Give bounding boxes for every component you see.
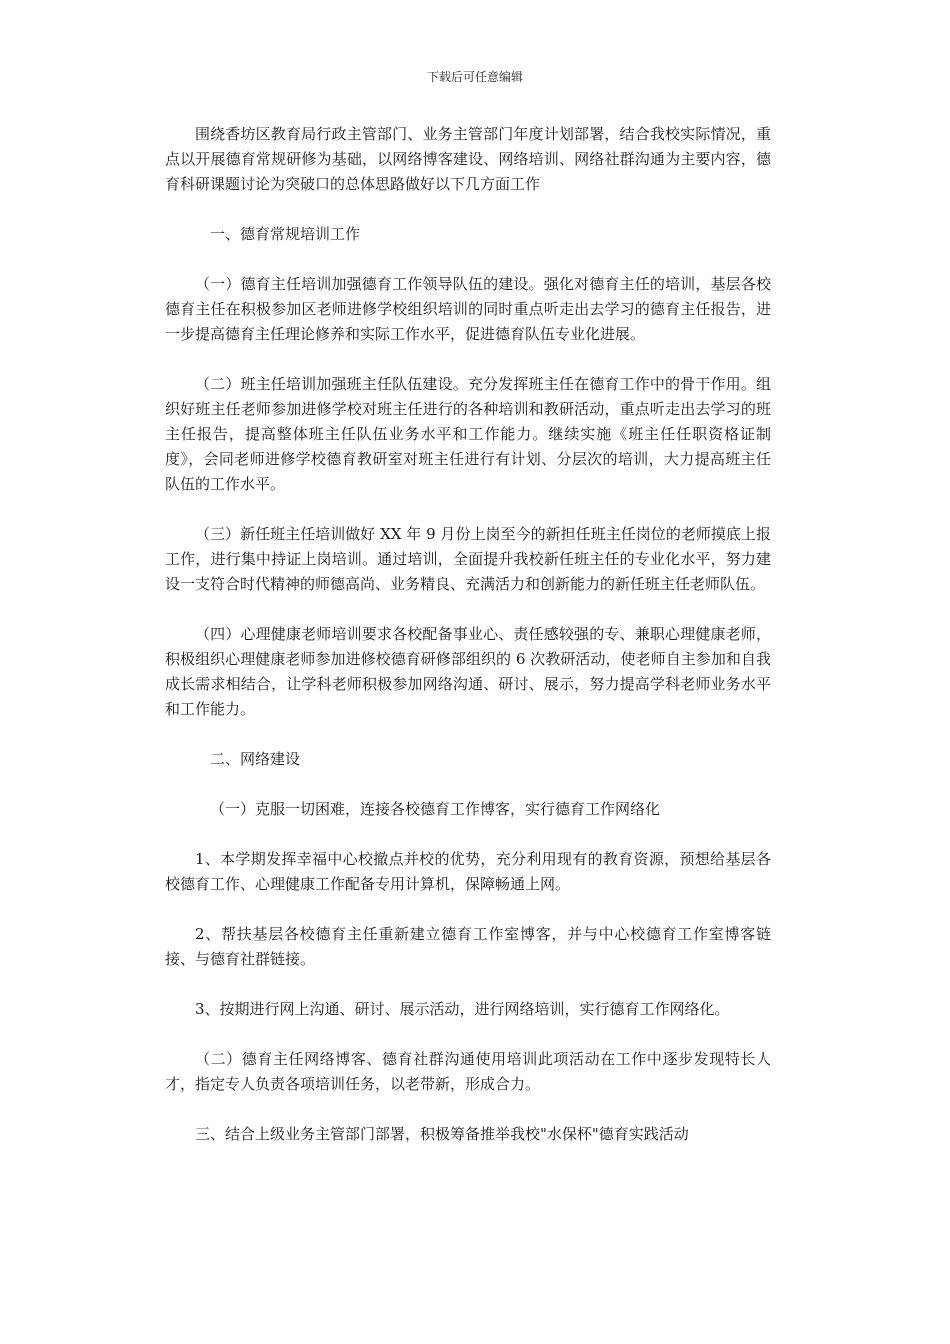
document-header-note: 下载后可任意编辑 [426, 70, 523, 84]
document-body [165, 122, 771, 1172]
body-paragraph: 三、结合上级业务主管部门部署，积极筹备推举我校"水保杯"德育实践活动 [195, 1125, 689, 1143]
body-paragraph: （一）德育主任培训加强德育工作领导队伍的建设。强化对德育主任的培训，基层各校德育主任在积极参加区老师进修学校组织培训的同时重点听走出去学习的德育主任报告，进一步提高德育主任理论修养和实际工作水平，促进德育队伍专业化进展。 [165, 275, 771, 343]
section-heading: 二、网络建设 [210, 750, 301, 768]
body-paragraph: （二）班主任培训加强班主任队伍建设。充分发挥班主任在德育工作中的骨干作用。组织好班主任老师参加进修学校对班主任进行的各种培训和教研活动，重点听走出去学习的班主任报告，提高整体班主任队伍业务水平和工作能力。继续实施《班主任任职资格证制度》，会同老师进修学校德育教研室对班主任进行有计划、分层次的培训，大力提高班主任队伍的工作水平。 [165, 375, 771, 493]
section-heading: 一、德育常规培训工作 [210, 225, 361, 243]
body-paragraph: （四）心理健康老师培训要求各校配备事业心、责任感较强的专、兼职心理健康老师，积极组织心理健康老师参加进修校德育研修部组织的 6 次教研活动，使老师自主参加和自我成长需求相结合，让学科老师积极参加网络沟通、研讨、展示，努力提高学科老师业务水平和工作能力。 [165, 625, 771, 718]
body-paragraph: （二）德育主任网络博客、德育社群沟通使用培训此项活动在工作中逐步发现特长人才，指定专人负责各项培训任务，以老带新，形成合力。 [165, 1050, 771, 1093]
body-paragraph: （三）新任班主任培训做好 XX 年 9 月份上岗至今的新担任班主任岗位的老师摸底上报工作，进行集中持证上岗培训。通过培训，全面提升我校新任班主任的专业化水平，努力建设一支符合时代精神的师德高尚、业务精良、充满活力和创新能力的新任班主任老师队伍。 [165, 525, 771, 593]
body-paragraph: 1、本学期发挥幸福中心校撤点并校的优势，充分利用现有的教育资源，预想给基层各校德育工作、心理健康工作配备专用计算机，保障畅通上网。 [165, 850, 771, 893]
subsection-heading: （一）克服一切困难，连接各校德育工作博客，实行德育工作网络化 [210, 800, 661, 818]
intro-paragraph: 围绕香坊区教育局行政主管部门、业务主管部门年度计划部署，结合我校实际情况，重点以开展德育常规研修为基础，以网络博客建设、网络培训、网络社群沟通为主要内容，德育科研课题讨论为突破口的总体思路做好以下几方面工作 [165, 125, 771, 193]
body-paragraph: 2、帮扶基层各校德育主任重新建立德育工作室博客，并与中心校德育工作室博客链接、与德育社群链接。 [165, 925, 771, 968]
body-paragraph: 3、按期进行网上沟通、研讨、展示活动，进行网络培训，实行德育工作网络化。 [195, 1000, 730, 1018]
